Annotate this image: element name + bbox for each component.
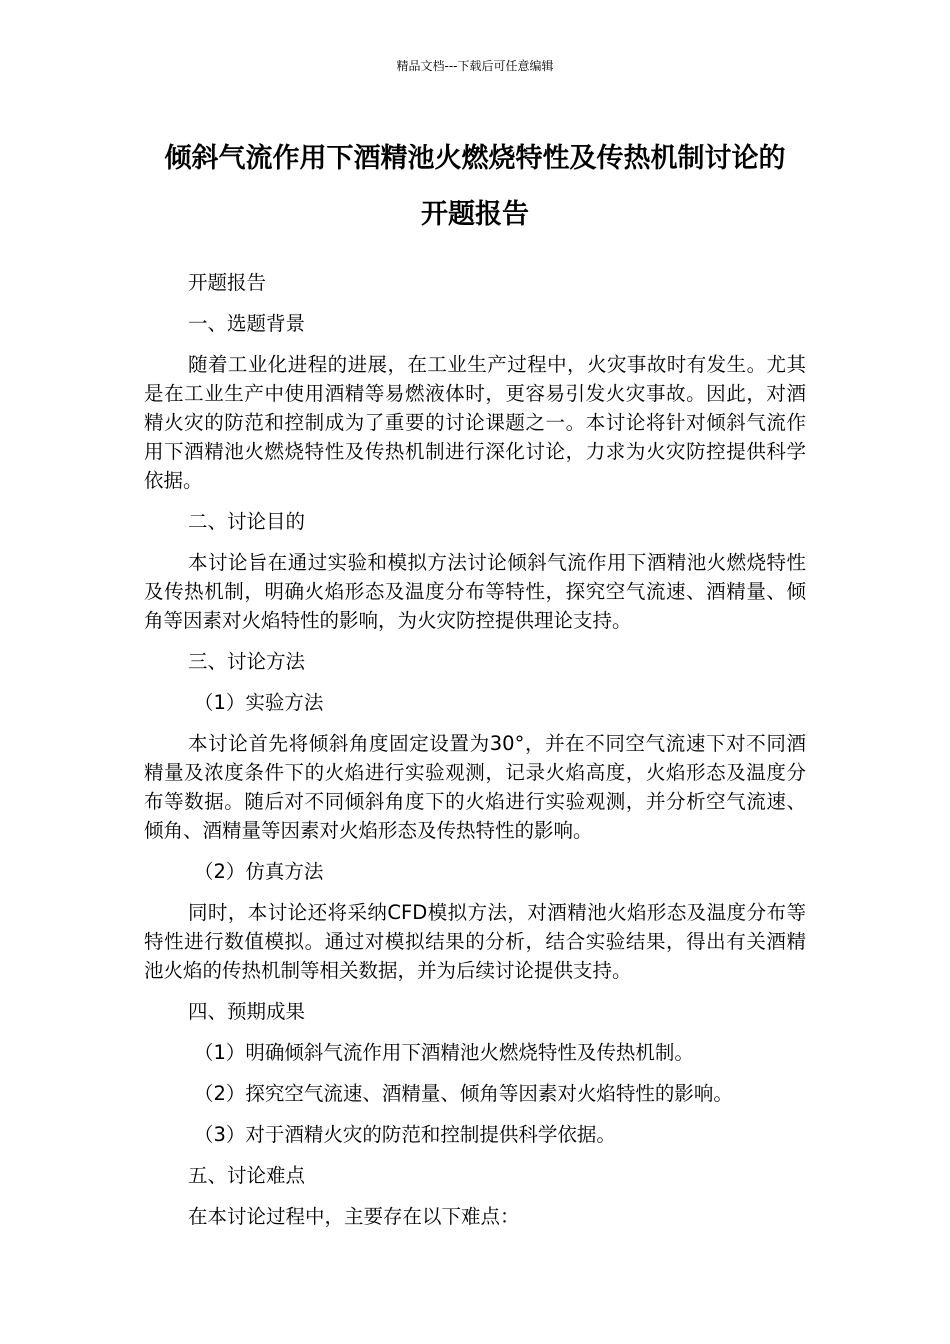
section-1-paragraph: 随着工业化进程的进展，在工业生产过程中，火灾事故时有发生。尤其是在工业生产中使用酒精等易燃液体时，更容易引发火灾事故。因此，对酒精火灾的防范和控制成为了重要的讨论课题之一。本讨论将针对倾斜气流作用下酒精池火燃烧特性及传热机制进行深化讨论，力求为火灾防控提供科学依据。 [144, 353, 806, 492]
section-4-item: （3）对于酒精火灾的防范和控制提供科学依据。 [194, 1123, 616, 1146]
section-4-item: （2）探究空气流速、酒精量、倾角等因素对火焰特性的影响。 [194, 1082, 733, 1105]
title-line-1: 倾斜气流作用下酒精池火燃烧特性及传热机制讨论的 [164, 143, 786, 174]
section-5-heading: 五、讨论难点 [188, 1164, 306, 1187]
section-3-paragraph-1: 本讨论首先将倾斜角度固定设置为30°，并在不同空气流速下对不同酒精量及浓度条件下的火焰进行实验观测，记录火焰高度，火焰形态及温度分布等数据。随后对不同倾斜角度下的火焰进行实验观测，并分析空气流速、倾角、酒精量等因素对火焰形态及传热特性的影响。 [144, 732, 806, 842]
section-3-subheading-1: （1）实验方法 [194, 691, 324, 714]
section-2-paragraph: 本讨论旨在通过实验和模拟方法讨论倾斜气流作用下酒精池火燃烧特性及传热机制，明确火焰形态及温度分布等特性，探究空气流速、酒精量、倾角等因素对火焰特性的影响，为火灾防控提供理论支持。 [144, 551, 806, 632]
document-title [100, 131, 850, 243]
section-3-subheading-2: （2）仿真方法 [194, 860, 324, 883]
header-note: 精品文档---下载后可任意编辑 [396, 59, 554, 73]
title-line-2: 开题报告 [421, 199, 529, 230]
section-3-paragraph-2: 同时，本讨论还将采纳CFD模拟方法，对酒精池火焰形态及温度分布等特性进行数值模拟。通过对模拟结果的分析，结合实验结果，得出有关酒精池火焰的传热机制等相关数据，并为后续讨论提供支持。 [144, 901, 806, 982]
section-4-item: （1）明确倾斜气流作用下酒精池火燃烧特性及传热机制。 [194, 1041, 694, 1064]
section-5-paragraph: 在本讨论过程中，主要存在以下难点： [188, 1205, 520, 1228]
section-2-heading: 二、讨论目的 [188, 510, 306, 533]
document-body [144, 268, 806, 1243]
section-4-heading: 四、预期成果 [188, 1000, 306, 1023]
section-3-heading: 三、讨论方法 [188, 650, 306, 673]
section-1-heading: 一、选题背景 [188, 312, 306, 335]
subtitle: 开题报告 [188, 271, 267, 294]
